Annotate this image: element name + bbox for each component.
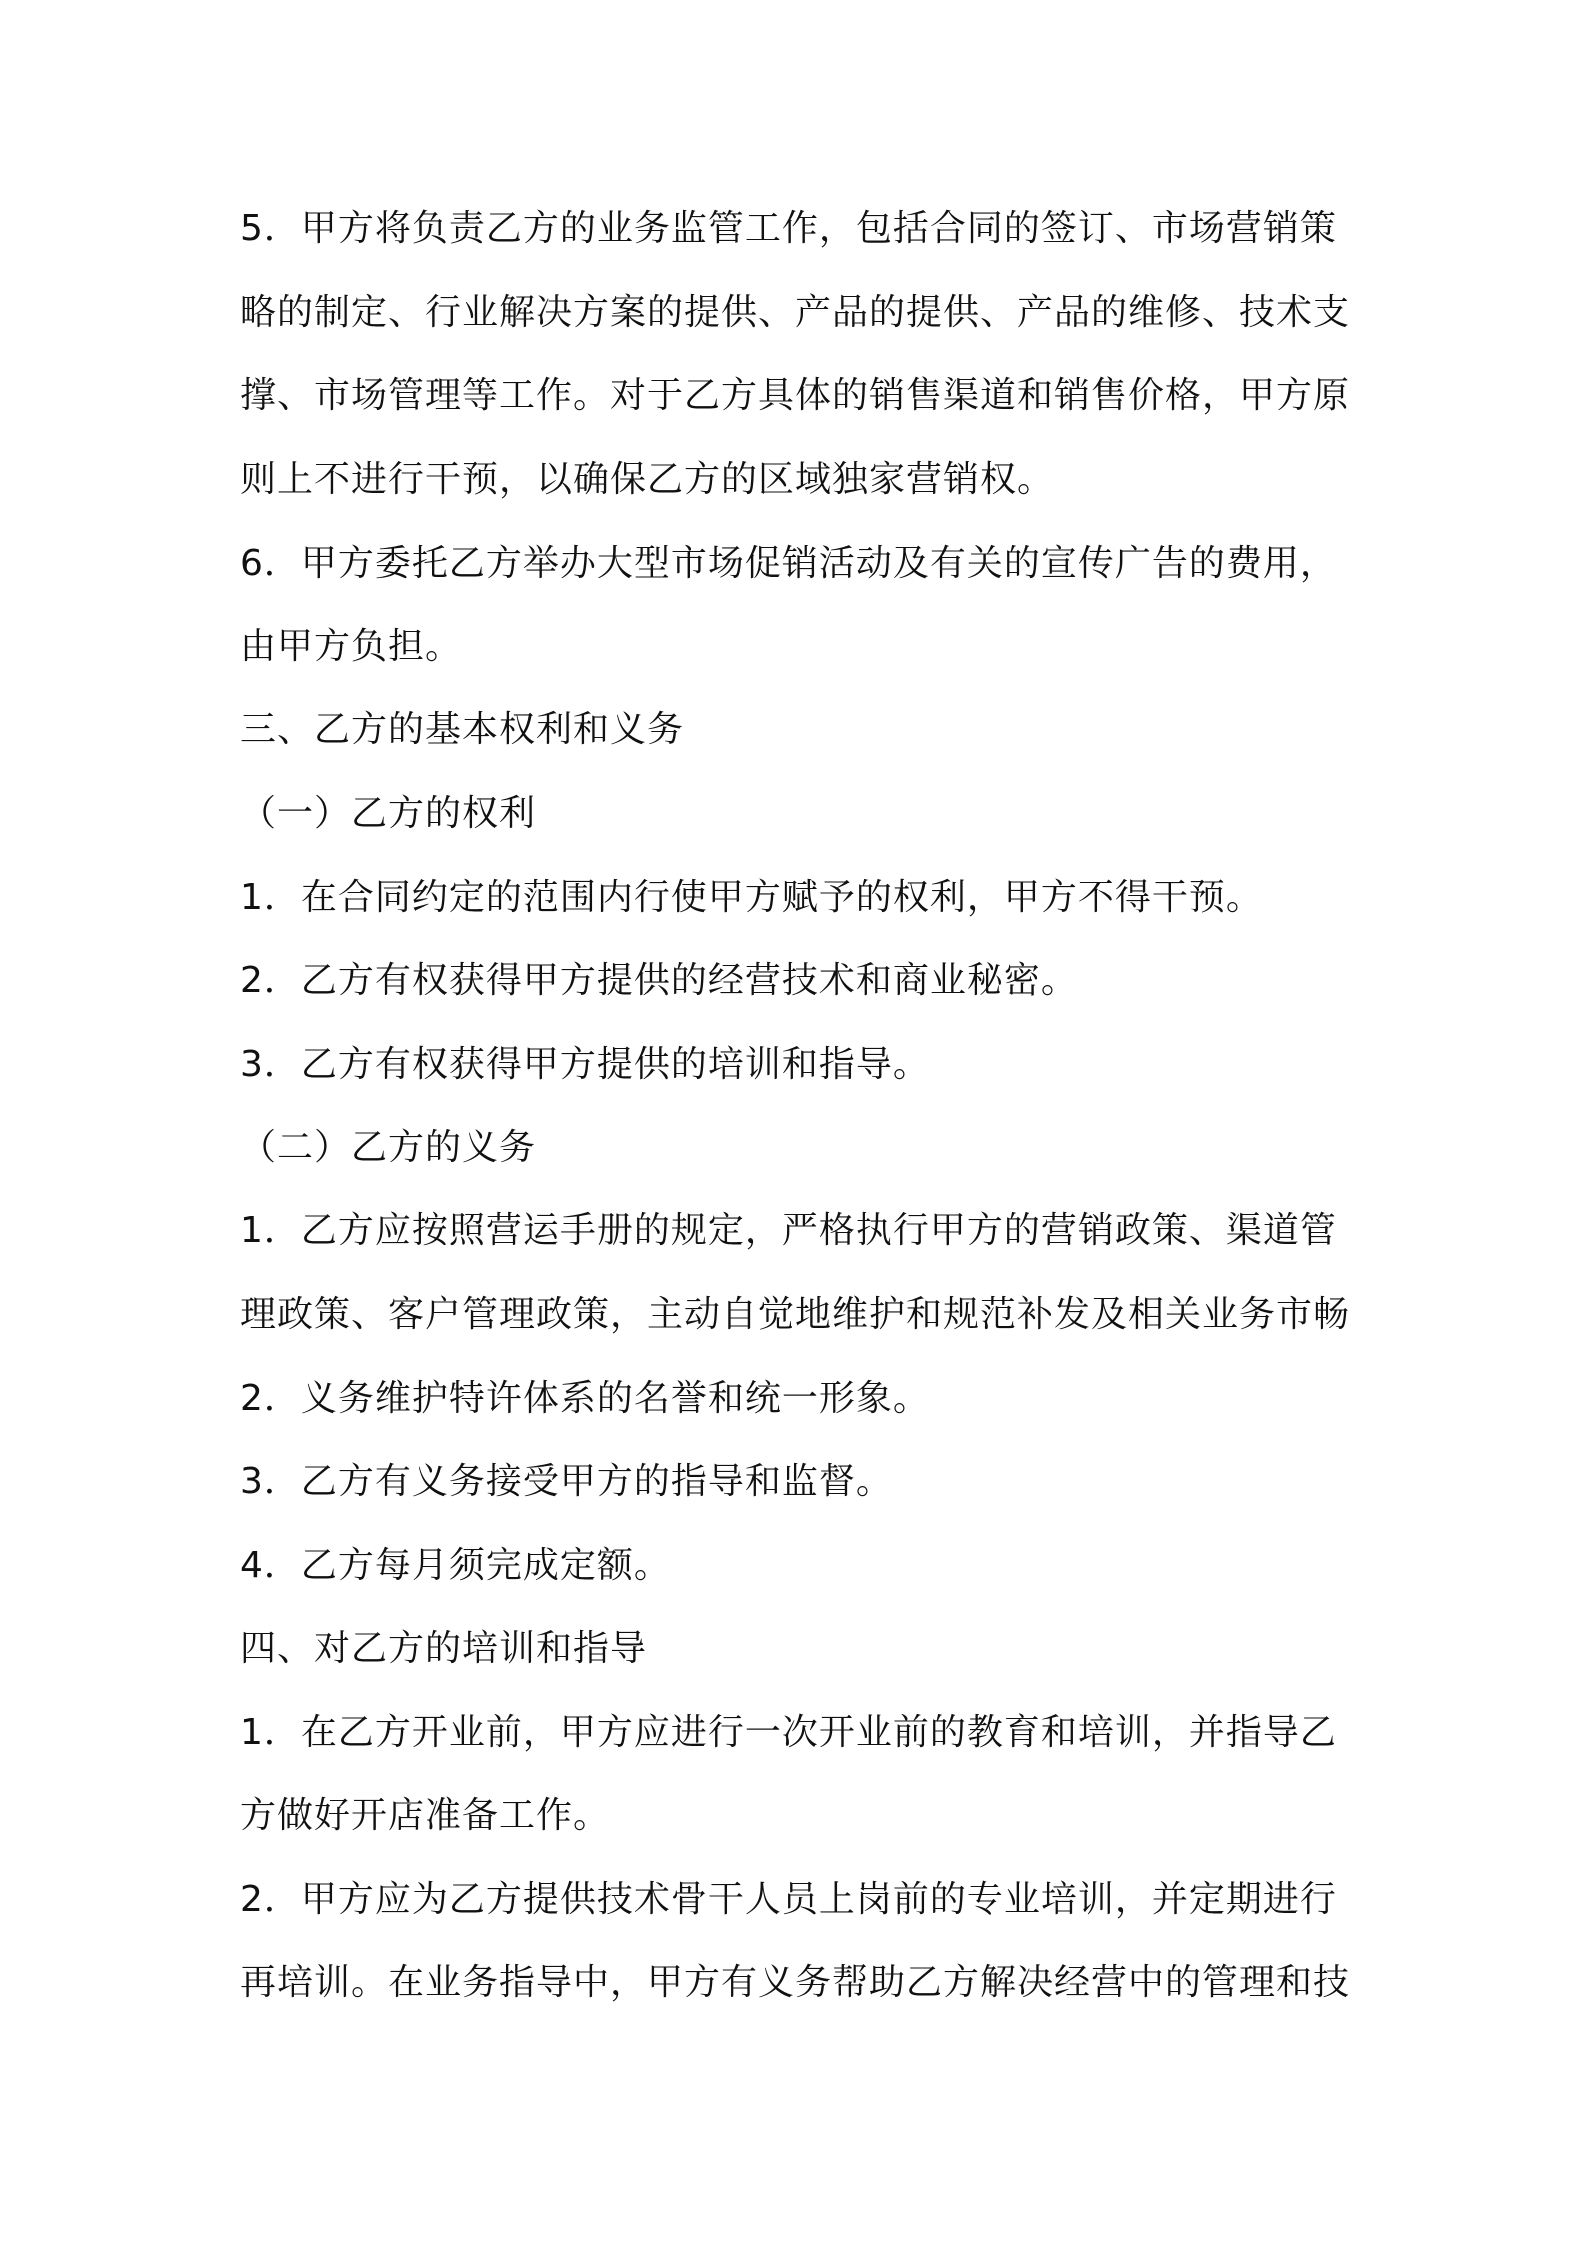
text-line: 4．乙方每月须完成定额。 <box>240 1545 671 1586</box>
text-line: 理政策、客户管理政策，主动自觉地维护和规范补发及相关业务市畅 <box>240 1294 1351 1335</box>
section-heading: 三、乙方的基本权利和义务 <box>240 709 685 750</box>
text-line: 3．乙方有权获得甲方提供的培训和指导。 <box>240 1044 930 1085</box>
text-line: 方做好开店准备工作。 <box>240 1795 611 1836</box>
text-line: 由甲方负担。 <box>240 626 463 667</box>
text-line: 2．甲方应为乙方提供技术骨干人员上岗前的专业培训，并定期进行 <box>240 1879 1337 1920</box>
text-line: 2．乙方有权获得甲方提供的经营技术和商业秘密。 <box>240 960 1078 1001</box>
text-line: 2．义务维护特许体系的名誉和统一形象。 <box>240 1378 930 1419</box>
text-line: 1．乙方应按照营运手册的规定，严格执行甲方的营销政策、渠道管 <box>240 1210 1337 1251</box>
text-line: 1．在乙方开业前，甲方应进行一次开业前的教育和培训，并指导乙 <box>240 1712 1337 1753</box>
section-heading: 四、对乙方的培训和指导 <box>240 1628 648 1669</box>
text-line: 略的制定、行业解决方案的提供、产品的提供、产品的维修、技术支 <box>240 292 1351 333</box>
text-line: 6．甲方委托乙方举办大型市场促销活动及有关的宣传广告的费用， <box>240 543 1337 584</box>
subsection-heading: （一）乙方的权利 <box>240 793 537 834</box>
text-line: 则上不进行干预，以确保乙方的区域独家营销权。 <box>240 459 1055 500</box>
text-line: 1．在合同约定的范围内行使甲方赋予的权利，甲方不得干预。 <box>240 877 1263 918</box>
text-line: 5．甲方将负责乙方的业务监管工作，包括合同的签订、市场营销策 <box>240 208 1337 249</box>
text-line: 撑、市场管理等工作。对于乙方具体的销售渠道和销售价格，甲方原 <box>240 375 1351 416</box>
text-line: 3．乙方有义务接受甲方的指导和监督。 <box>240 1461 893 1502</box>
text-line: 再培训。在业务指导中，甲方有义务帮助乙方解决经营中的管理和技 <box>240 1962 1351 2003</box>
subsection-heading: （二）乙方的义务 <box>240 1127 537 1168</box>
